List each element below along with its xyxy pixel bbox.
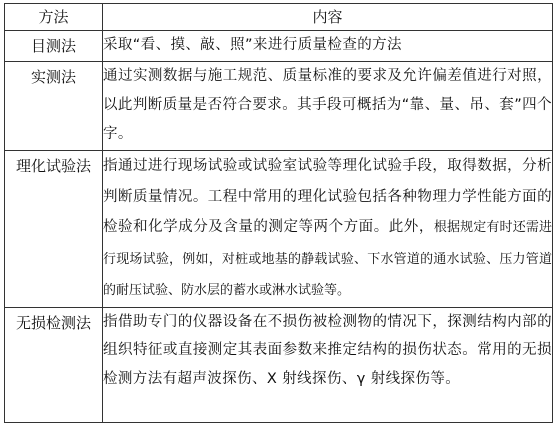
inspection-methods-table: [4, 3, 553, 423]
method-description-main: 指通过进行现场试验或试验室试验等理化试验手段，取得数据，分析判断质量情况。工程中常用的理化试验包括各种物理力学性能方面的检验和化学成分及含量的测定等两个方面。此外，: [103, 158, 552, 235]
table-row: [5, 151, 553, 308]
method-description: 通过实测数据与施工规范、质量标准的要求及允许偏差值进行对照，以此判断质量是否符合要求。其手段可概括为“靠、量、吊、套”四个字。: [103, 62, 553, 151]
method-description-extra: 根据规定有时还需进行现场试验，例如，对桩或地基的静载试验、下水管道的通水试验、压力管道的耐压试验、防水层的蓄水或淋水试验等。: [103, 220, 552, 298]
method-description: [103, 151, 553, 308]
table-row: [5, 307, 553, 422]
header-content: 内容: [103, 4, 553, 31]
header-method: 方法: [5, 4, 103, 31]
method-description: 指借助专门的仪器设备在不损伤被检测物的情况下，探测结构内部的组织特征或直接测定其表面参数来推定结构的损伤状态。常用的无损检测方法有超声波探伤、X 射线探伤、γ 射线探伤等。: [103, 307, 553, 422]
method-description: 采取“看、摸、敲、照”来进行质量检查的方法: [103, 31, 553, 62]
table-row: [5, 31, 553, 62]
table-row: [5, 62, 553, 151]
table-header-row: [5, 4, 553, 31]
method-name: 无损检测法: [5, 307, 103, 422]
method-name: 实测法: [5, 62, 103, 151]
method-name: 目测法: [5, 31, 103, 62]
method-name: 理化试验法: [5, 151, 103, 308]
